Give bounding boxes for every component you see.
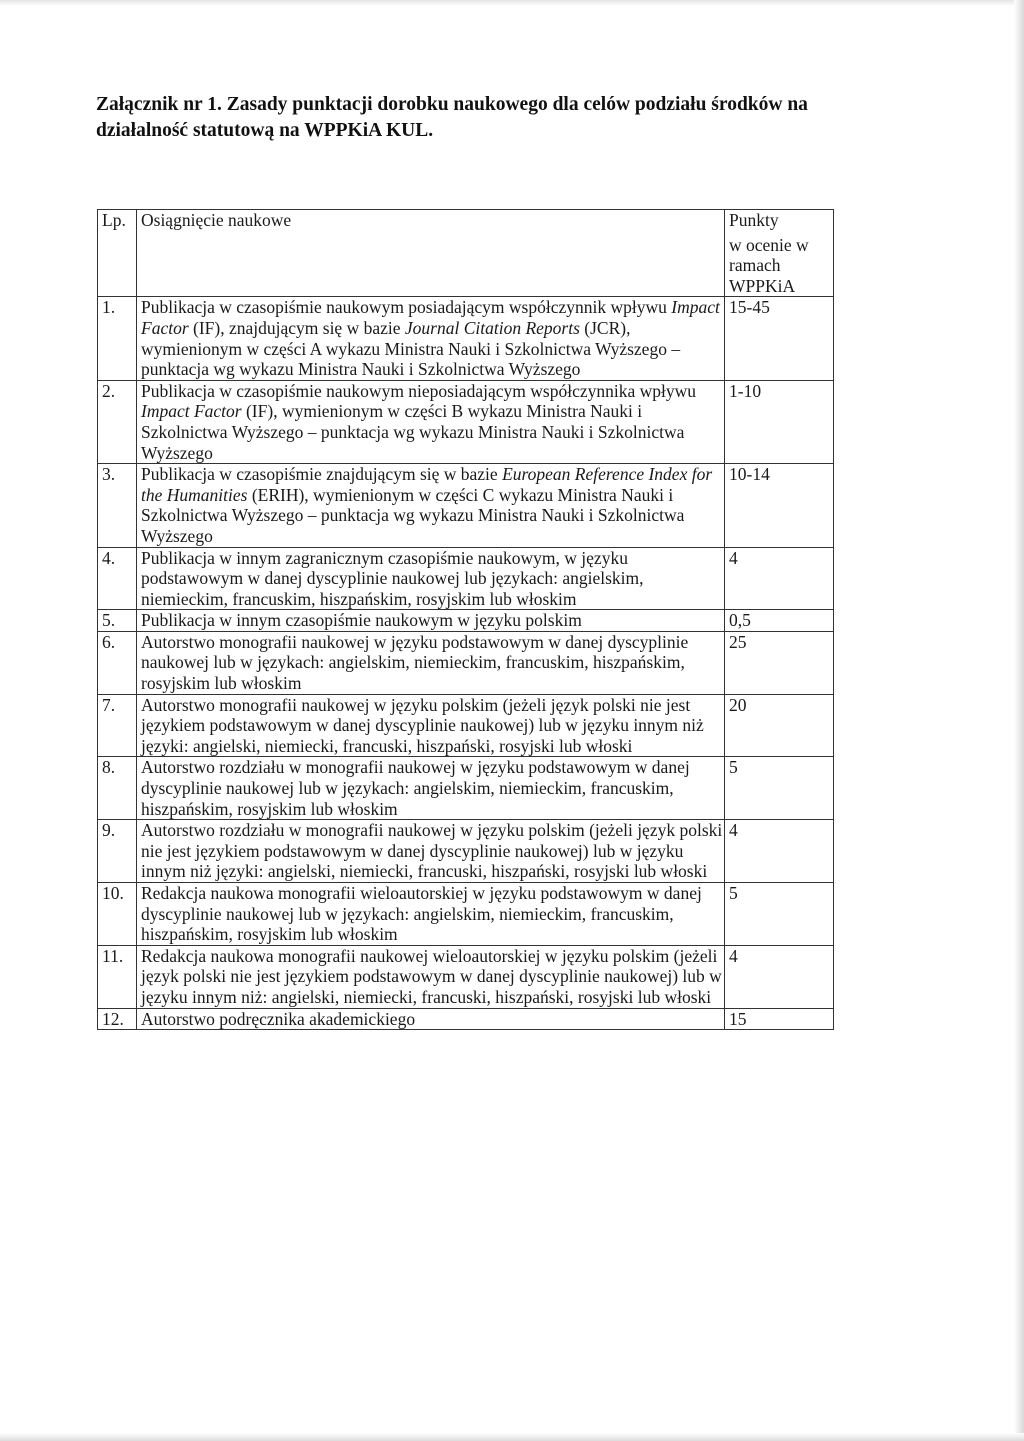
table-row bbox=[98, 610, 834, 632]
row-points: 0,5 bbox=[725, 610, 834, 632]
row-number: 12. bbox=[98, 1008, 137, 1030]
row-points: 4 bbox=[725, 547, 834, 610]
table-row bbox=[98, 380, 834, 463]
row-number: 9. bbox=[98, 820, 137, 883]
header-achievement: Osiągnięcie naukowe bbox=[137, 210, 725, 297]
description-text: Autorstwo rozdziału w monografii naukowej w języku podstawowym w danej dyscyplinie naukowej lub w językach: angielskim, niemieckim, francuskim, hiszpańskim, rosyjskim lub włoskim bbox=[141, 757, 690, 819]
row-points: 5 bbox=[725, 757, 834, 820]
row-description bbox=[137, 1008, 725, 1030]
description-text: (ERIH), wymienionym w części C wykazu Ministra Nauki i Szkolnictwa Wyższego – punktacja wg wykazu Ministra Nauki i Szkolnictwa Wyższego bbox=[141, 484, 685, 546]
description-italic-term: European Reference Index for the Humanities bbox=[141, 464, 713, 505]
table-row bbox=[98, 1008, 834, 1030]
table-row bbox=[98, 757, 834, 820]
row-description bbox=[137, 757, 725, 820]
table-header-row bbox=[98, 210, 834, 297]
table-row bbox=[98, 883, 834, 946]
header-points bbox=[725, 210, 834, 297]
description-text: Publikacja w czasopiśmie znajdującym się w bazie bbox=[141, 464, 503, 485]
row-description bbox=[137, 631, 725, 694]
row-description bbox=[137, 945, 725, 1008]
description-text: Autorstwo rozdziału w monografii naukowej w języku polskim (jeżeli język polski nie jest językiem podstawowym w danej dyscyplinie naukowej) lub w języku innym niż języki: angielski, niemiecki, francuski, hiszpański, rosyjski lub włoski bbox=[141, 820, 723, 882]
row-description bbox=[137, 380, 725, 463]
row-description bbox=[137, 694, 725, 757]
description-text: Autorstwo podręcznika akademickiego bbox=[141, 1008, 416, 1029]
table-row bbox=[98, 297, 834, 380]
description-text: Redakcja naukowa monografii wieloautorskiej w języku podstawowym w danej dyscyplinie naukowej lub w językach: angielskim, niemieckim, francuskim, hiszpańskim, rosyjskim lub włoskim bbox=[141, 883, 702, 945]
table-row bbox=[98, 547, 834, 610]
row-points: 1-10 bbox=[725, 380, 834, 463]
document-title: Załącznik nr 1. Zasady punktacji dorobku naukowego dla celów podziału środków na działalność statutową na WPPKiA KUL. bbox=[96, 94, 808, 141]
description-text: (IF), wymienionym w części B wykazu Ministra Nauki i Szkolnictwa Wyższego – punktacja wg wykazu Ministra Nauki i Szkolnictwa Wyższego bbox=[141, 401, 685, 463]
row-description bbox=[137, 610, 725, 632]
table-row bbox=[98, 694, 834, 757]
row-points: 20 bbox=[725, 694, 834, 757]
scoring-table-body bbox=[98, 210, 834, 1030]
description-text: Publikacja w czasopiśmie naukowym posiadającym współczynnik wpływu bbox=[141, 297, 672, 318]
row-points: 15-45 bbox=[725, 297, 834, 380]
description-text: Publikacja w innym czasopiśmie naukowym w języku polskim bbox=[141, 610, 582, 631]
row-points: 4 bbox=[725, 945, 834, 1008]
header-points-sublabel: w ocenie w ramach WPPKiA bbox=[729, 234, 809, 296]
table-row bbox=[98, 945, 834, 1008]
row-points: 25 bbox=[725, 631, 834, 694]
row-number: 10. bbox=[98, 883, 137, 946]
row-number: 11. bbox=[98, 945, 137, 1008]
header-lp: Lp. bbox=[98, 210, 137, 297]
description-text: (JCR), wymienionym w części A wykazu Ministra Nauki i Szkolnictwa Wyższego – punktacja wg wykazu Ministra Nauki i Szkolnictwa Wyższego bbox=[141, 317, 681, 380]
row-description bbox=[137, 820, 725, 883]
row-points: 5 bbox=[725, 883, 834, 946]
row-number: 3. bbox=[98, 464, 137, 547]
row-description bbox=[137, 297, 725, 380]
row-number: 6. bbox=[98, 631, 137, 694]
description-text: Publikacja w innym zagranicznym czasopiśmie naukowym, w języku podstawowym w danej dyscyplinie naukowej lub językach: angielskim, niemieckim, francuskim, hiszpańskim, rosyjskim lub włoskim bbox=[141, 547, 644, 609]
description-text: Redakcja naukowa monografii naukowej wieloautorskiej w języku polskim (jeżeli język polski nie jest językiem podstawowym w danej dyscyplinie naukowej) lub w języku innym niż: angielski, niemiecki, francuski, hiszpański, rosyjski lub włoski bbox=[141, 945, 722, 1007]
row-description bbox=[137, 464, 725, 547]
table-row bbox=[98, 464, 834, 547]
row-number: 1. bbox=[98, 297, 137, 380]
scan-edge-right bbox=[1014, 0, 1024, 1441]
row-description bbox=[137, 883, 725, 946]
description-text: Publikacja w czasopiśmie naukowym nieposiadającym współczynnika wpływu bbox=[141, 380, 697, 401]
row-points: 10-14 bbox=[725, 464, 834, 547]
row-number: 7. bbox=[98, 694, 137, 757]
description-italic-term: Impact Factor bbox=[141, 401, 242, 422]
row-number: 5. bbox=[98, 610, 137, 632]
scan-edge-top bbox=[0, 0, 1024, 6]
description-text: Autorstwo monografii naukowej w języku polskim (jeżeli język polski nie jest językiem podstawowym w danej dyscyplinie naukowej) lub w języku innym niż języki: angielski, niemiecki, francuski, hiszpański, rosyjski lub włoski bbox=[141, 694, 704, 756]
table-row bbox=[98, 631, 834, 694]
scoring-table bbox=[97, 209, 834, 1030]
row-points: 4 bbox=[725, 820, 834, 883]
description-italic-term: Impact Factor bbox=[141, 297, 720, 338]
row-number: 4. bbox=[98, 547, 137, 610]
description-text: (IF), znajdującym się w bazie bbox=[188, 317, 405, 338]
table-row bbox=[98, 820, 834, 883]
row-description bbox=[137, 547, 725, 610]
header-points-label: Punkty bbox=[729, 210, 779, 230]
row-number: 8. bbox=[98, 757, 137, 820]
row-number: 2. bbox=[98, 380, 137, 463]
row-points: 15 bbox=[725, 1008, 834, 1030]
scan-edge-bottom bbox=[0, 1433, 1024, 1441]
description-text: Autorstwo monografii naukowej w języku podstawowym w danej dyscyplinie naukowej lub w językach: angielskim, niemieckim, francuskim, hiszpańskim, rosyjskim lub włoskim bbox=[141, 631, 689, 694]
description-italic-term: Journal Citation Reports bbox=[404, 317, 580, 338]
